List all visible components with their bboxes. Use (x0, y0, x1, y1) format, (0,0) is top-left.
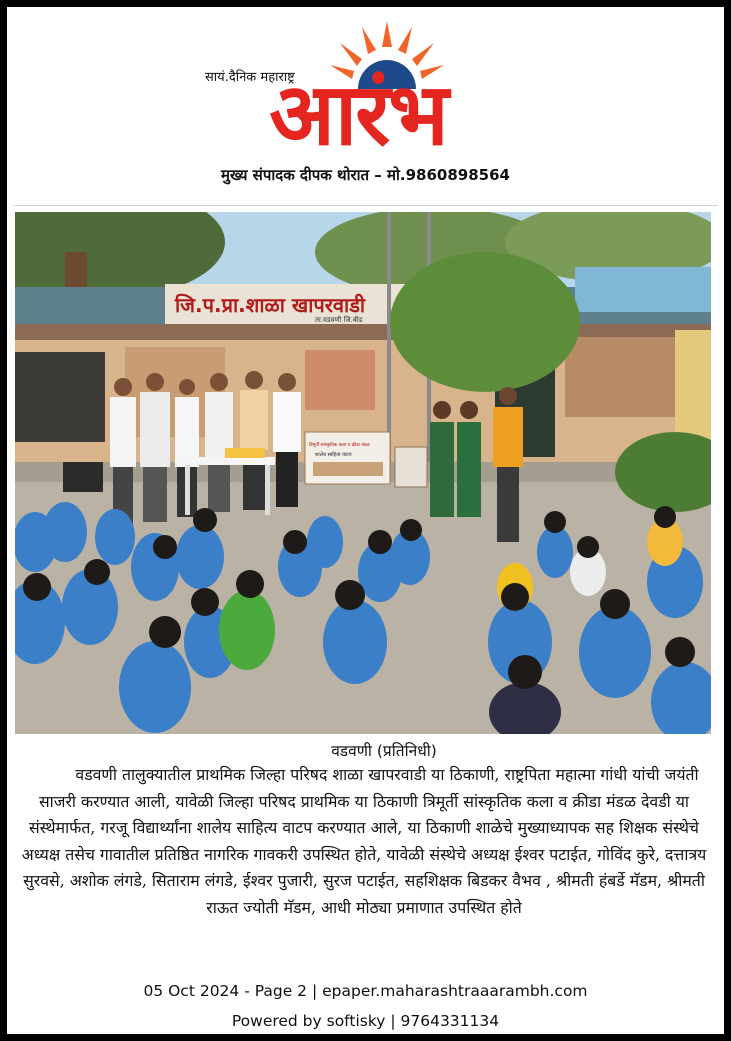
brand-logo-text: आरंभ (269, 65, 447, 165)
poster-subtitle: शालेय साहित्य वाटप (315, 452, 352, 458)
epaper-page (7, 7, 724, 1034)
school-banner-text: जि.प.प्रा.शाळा खापरवाडी (175, 293, 366, 317)
event-poster (305, 432, 390, 484)
school-banner-subtext: ता.वडवणी जि.बीड (315, 316, 363, 324)
editor-contact-line: मुख्य संपादक दीपक थोरात – मो.9860898564 (221, 166, 510, 184)
footer-powered-by: Powered by softisky | 9764331134 (231, 1012, 500, 1030)
school-event-photo-image (15, 212, 711, 734)
footer-date-page-url[interactable]: 05 Oct 2024 - Page 2 | epaper.maharashtraaarambh.com (143, 982, 588, 1000)
masthead-divider (13, 205, 718, 206)
page-footer (7, 976, 724, 1034)
masthead (7, 7, 724, 207)
masthead-tagline: सायं.दैनिक महाराष्ट्र (205, 70, 295, 85)
article-body-text: वडवणी तालुक्यातील प्राथमिक जिल्हा परिषद शाळा खापरवाडी या ठिकाणी, राष्ट्रपिता महात्मा गांधी यांची जयंती साजरी करण्यात आली, यावेळी जिल्हा परिषद प्राथमिक या ठिकाणी त्रिमूर्ती सांस्कृतिक कला व क्रीडा मंडळ देवडी या संस्थेमार्फत, गरजू विद्यार्थ्यांना शालेय साहित्य वाटप करण्यात आले, या ठिकाणी शाळेचे मुख्याध्यापक सह शिक्षक संस्थेचे अध्यक्ष तसेच गावातील प्रतिष्ठित नागरिक गावकरी उपस्थित होते, यावेळी संस्थेचे अध्यक्ष ईश्वर पटाईत, गोविंद कुरे, दत्तात्रय सुरवसे, अशोक लंगडे, सिताराम लंगडे, ईश्वर पुजारी, सुरज पटाईत, सहशिक्षक बिडकर वैभव , श्रीमती हंबर्डे मॅडम, श्रीमती राऊत ज्योती मॅडम, आधी मोठ्या प्रमाणात उपस्थित होते (21, 765, 707, 917)
article-dateline: वडवणी (प्रतिनिधी) (331, 742, 437, 760)
article-photo (15, 212, 711, 734)
article (19, 740, 709, 982)
article-body (19, 762, 709, 982)
poster-title: त्रिमूर्ती सांस्कृतिक कला व क्रीडा मंडळ (309, 443, 370, 448)
